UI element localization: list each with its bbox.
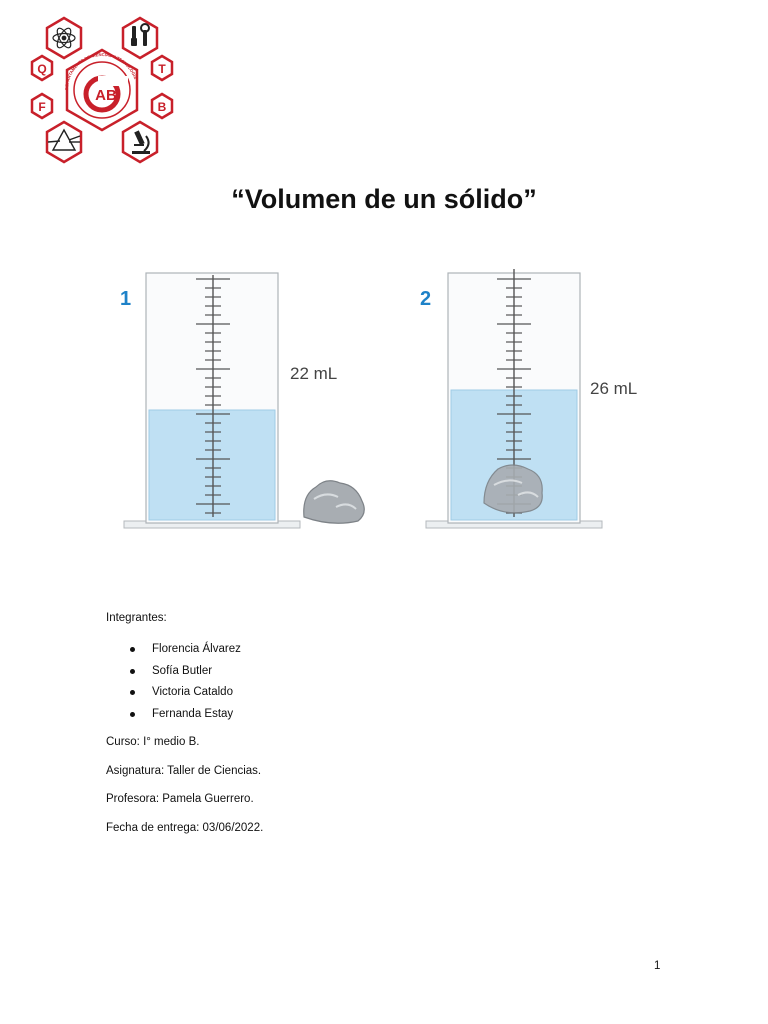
rock-icon (304, 481, 365, 524)
logo-letter-t: T (158, 62, 166, 76)
member-name: Victoria Cataldo (152, 686, 233, 698)
volume-label: 22 mL (290, 364, 338, 383)
page-number: 1 (654, 960, 661, 972)
logo-letter-q: Q (37, 62, 47, 76)
document-body (106, 612, 263, 834)
members-list (106, 642, 263, 728)
teacher-line: Profesora: Pamela Guerrero. (106, 793, 254, 805)
member-name: Sofía Butler (152, 664, 213, 677)
panel-number: 1 (120, 288, 132, 310)
department-logo-icon (24, 12, 180, 168)
bullet-icon (130, 690, 135, 695)
cylinder-figure (100, 255, 680, 545)
bullet-icon (130, 712, 135, 717)
due-date-line: Fecha de entrega: 03/06/2022. (106, 822, 264, 834)
list-item (106, 642, 263, 664)
member-name: Fernanda Estay (152, 707, 234, 720)
cylinder-panel-2 (420, 269, 637, 528)
list-item (106, 685, 263, 707)
bullet-icon (130, 669, 135, 674)
logo-letter-f: F (38, 100, 46, 114)
volume-label: 26 mL (590, 379, 638, 398)
list-item (106, 664, 263, 686)
page-title: “Volumen de un sólido” (231, 184, 537, 214)
logo-ring-text: DEPARTAMENTO DE CIENCIAS Y TECNOLOGÍA (63, 51, 139, 91)
course-line: Curso: I° medio B. (106, 736, 200, 748)
panel-number: 2 (420, 288, 432, 310)
logo-center-text: AB (95, 87, 117, 104)
members-label: Integrantes: (106, 612, 167, 624)
list-item (106, 707, 263, 729)
cylinder-panel-1 (120, 273, 364, 528)
subject-line: Asignatura: Taller de Ciencias. (106, 765, 262, 777)
member-name: Florencia Álvarez (152, 643, 241, 655)
logo-letter-b: B (157, 100, 167, 114)
bullet-icon (130, 647, 135, 652)
